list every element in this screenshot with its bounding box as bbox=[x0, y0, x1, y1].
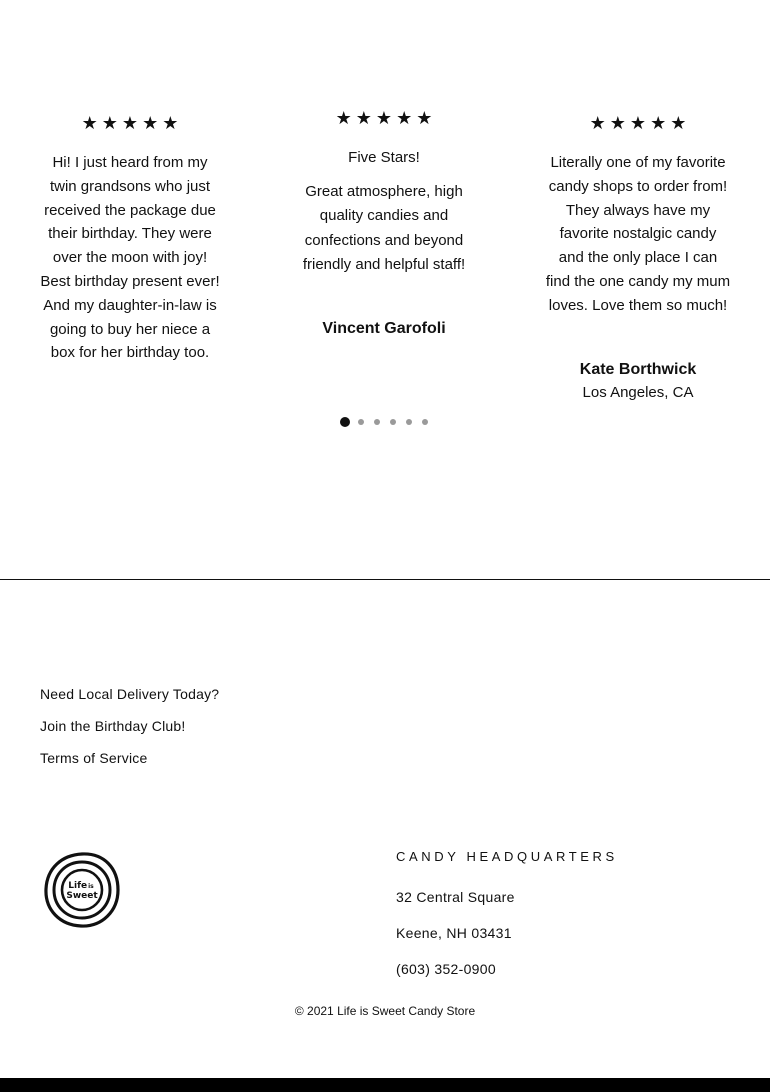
quote-line: find the one candy my mum bbox=[545, 272, 731, 290]
footer-link-birthday-club[interactable]: Join the Birthday Club! bbox=[40, 718, 186, 734]
quote-line: going to buy her niece a bbox=[49, 320, 211, 338]
quote-line: Literally one of my favorite bbox=[550, 154, 726, 171]
quote-line: Hi! I just heard from my bbox=[52, 154, 208, 171]
carousel-dot-2[interactable] bbox=[358, 419, 364, 425]
quote-line: Best birthday present ever! bbox=[40, 272, 220, 290]
quote-line: twin grandsons who just bbox=[49, 177, 211, 195]
quote-line: box for her birthday too. bbox=[50, 344, 210, 362]
headquarters-block bbox=[396, 848, 618, 996]
footer-link-local-delivery[interactable]: Need Local Delivery Today? bbox=[40, 686, 220, 702]
headquarters-title: CANDY HEADQUARTERS bbox=[396, 849, 618, 864]
address-line-2: Keene, NH 03431 bbox=[396, 925, 512, 941]
svg-text:Lifeis: Lifeis bbox=[68, 881, 94, 891]
quote-line: and the only place I can bbox=[558, 249, 718, 267]
quote-line: their birthday. They were bbox=[48, 225, 212, 243]
testimonial-location: Los Angeles, CA bbox=[582, 383, 694, 401]
testimonial-author: Vincent Garofoli bbox=[322, 320, 446, 338]
quote-line: received the package due bbox=[44, 201, 216, 219]
testimonial-card bbox=[30, 112, 230, 365]
carousel-dot-4[interactable] bbox=[390, 419, 396, 425]
testimonial-card bbox=[284, 107, 484, 340]
testimonial-quote bbox=[284, 180, 484, 277]
quote-line: candy shops to order from! bbox=[548, 177, 728, 195]
quote-line: over the moon with joy! bbox=[52, 249, 208, 267]
svg-text:Sweet: Sweet bbox=[66, 891, 98, 901]
life-is-sweet-logo-icon[interactable] bbox=[42, 850, 122, 930]
copyright-text: © 2021 Life is Sweet Candy Store bbox=[294, 1004, 476, 1018]
address-line-1: 32 Central Square bbox=[396, 889, 515, 905]
star-rating: ★★★★★ bbox=[589, 113, 691, 133]
quote-line: quality candies and bbox=[319, 207, 449, 225]
quote-line: They always have my bbox=[565, 201, 711, 219]
quote-line: confections and beyond bbox=[304, 231, 464, 249]
carousel-pagination bbox=[340, 417, 438, 427]
quote-line: And my daughter-in-law is bbox=[43, 296, 217, 314]
carousel-dot-3[interactable] bbox=[374, 419, 380, 425]
carousel-dot-5[interactable] bbox=[406, 419, 412, 425]
star-rating: ★★★★★ bbox=[81, 113, 183, 133]
testimonial-quote bbox=[30, 151, 230, 365]
phone-number[interactable]: (603) 352-0900 bbox=[396, 961, 496, 977]
quote-line: friendly and helpful staff! bbox=[302, 255, 466, 273]
quote-line: Great atmosphere, high bbox=[305, 183, 463, 200]
testimonial-author: Kate Borthwick bbox=[579, 360, 697, 378]
quote-line: loves. Love them so much! bbox=[548, 296, 728, 314]
footer-nav bbox=[40, 684, 219, 780]
bottom-bar bbox=[0, 1078, 770, 1092]
testimonial-quote bbox=[538, 151, 738, 318]
testimonial-heading: Five Stars! bbox=[348, 149, 420, 166]
footer-link-terms[interactable]: Terms of Service bbox=[40, 750, 148, 766]
footer-divider bbox=[0, 579, 770, 580]
star-rating: ★★★★★ bbox=[335, 108, 437, 128]
carousel-dot-1[interactable] bbox=[340, 417, 350, 427]
carousel-dot-6[interactable] bbox=[422, 419, 428, 425]
quote-line: favorite nostalgic candy bbox=[559, 225, 717, 243]
testimonial-card bbox=[538, 112, 738, 405]
